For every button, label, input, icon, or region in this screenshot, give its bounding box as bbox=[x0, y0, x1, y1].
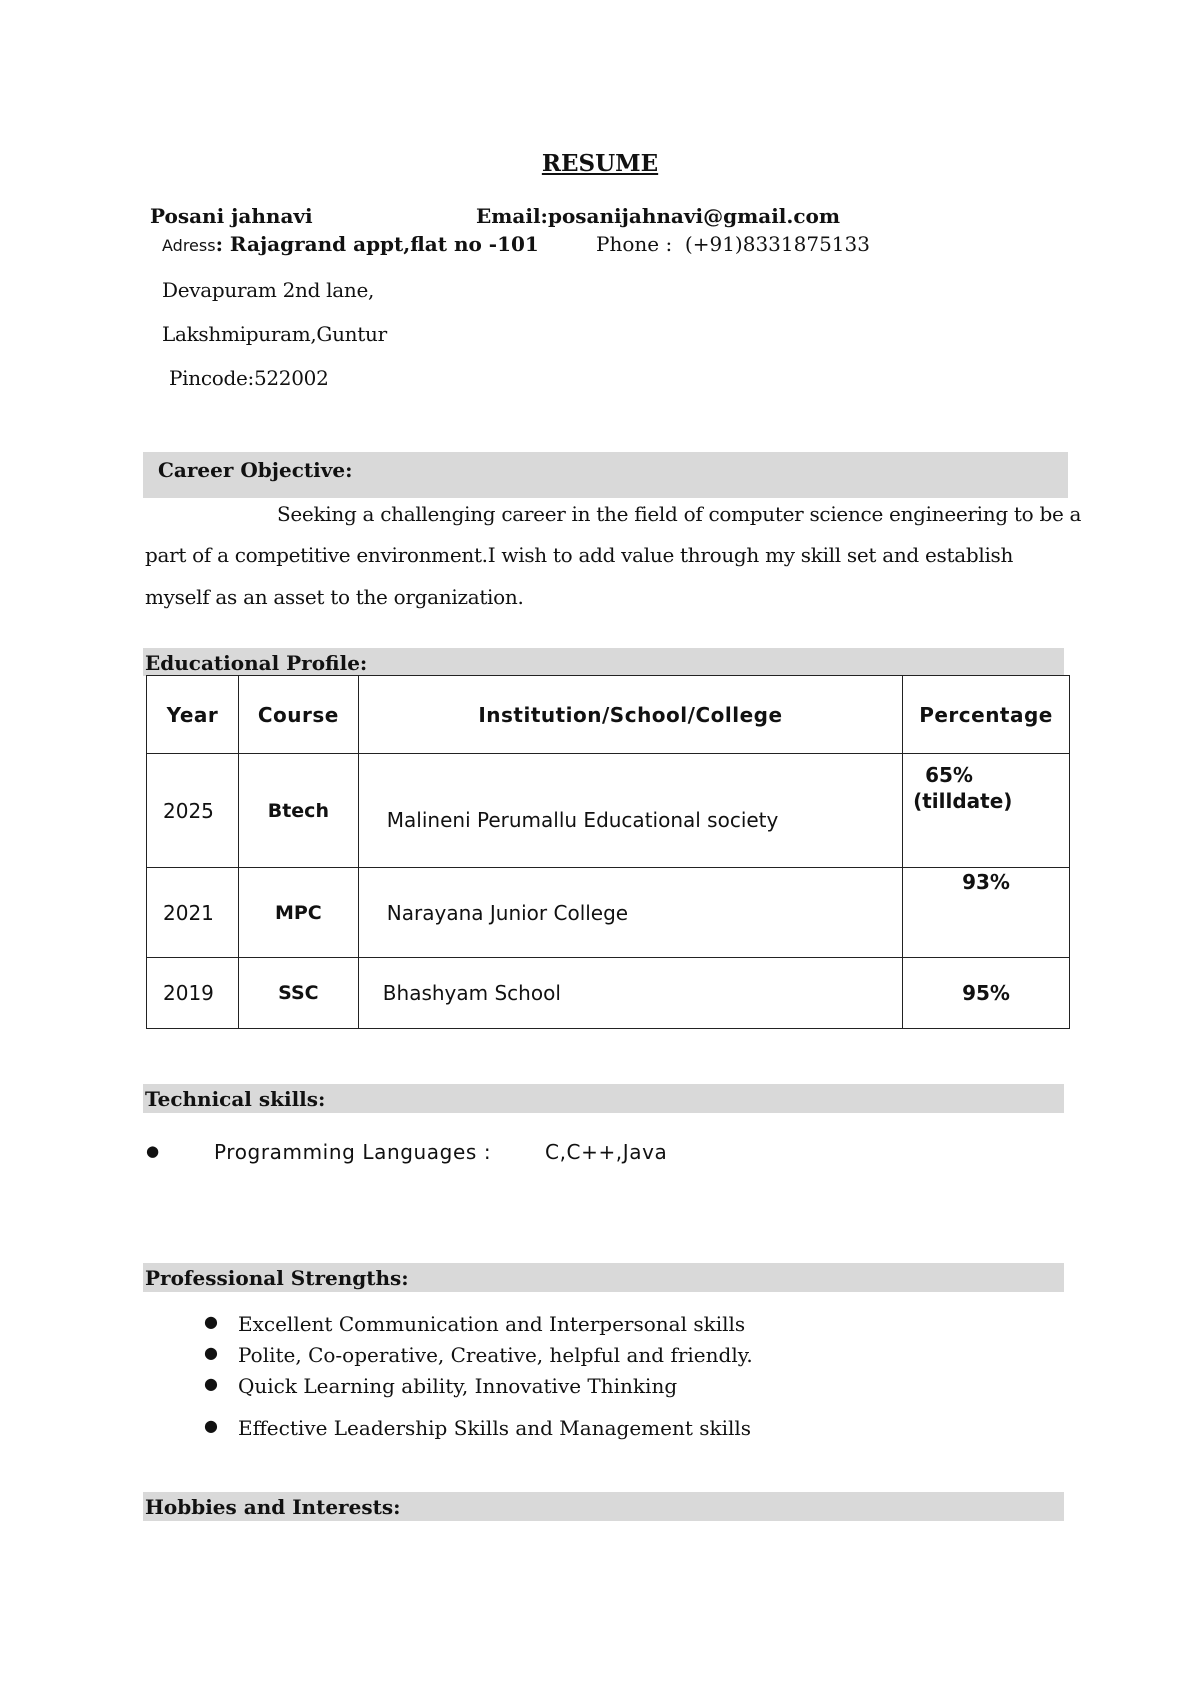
technical-skills-heading: Technical skills: bbox=[145, 1087, 326, 1111]
career-objective-line-3: myself as an asset to the organization. bbox=[145, 585, 524, 609]
address-line-3: Lakshmipuram,Guntur bbox=[162, 322, 387, 346]
cell-institution: Narayana Junior College bbox=[358, 868, 902, 958]
bullet-icon: ● bbox=[204, 1312, 218, 1331]
cell-percentage: 95% bbox=[903, 958, 1070, 1029]
skill-value: C,C++,Java bbox=[545, 1140, 668, 1164]
bullet-icon: ● bbox=[146, 1142, 160, 1160]
email-value[interactable]: posanijahnavi@gmail.com bbox=[547, 204, 841, 228]
address-label: Adress bbox=[162, 236, 216, 255]
email-label: Email: bbox=[476, 204, 548, 228]
pincode: Pincode:522002 bbox=[169, 366, 329, 390]
strength-text: Polite, Co-operative, Creative, helpful and friendly. bbox=[238, 1343, 753, 1367]
hobbies-heading: Hobbies and Interests: bbox=[145, 1495, 401, 1519]
cell-course: SSC bbox=[238, 958, 358, 1029]
table-header-row bbox=[147, 676, 1070, 754]
list-item bbox=[200, 1312, 753, 1343]
list-item bbox=[200, 1343, 753, 1374]
strength-text: Excellent Communication and Interpersonal skills bbox=[238, 1312, 746, 1336]
career-objective-line-2: part of a competitive environment.I wish to add value through my skill set and establish bbox=[145, 543, 1014, 567]
cell-year: 2025 bbox=[147, 754, 239, 868]
phone-row bbox=[596, 232, 870, 256]
bullet-icon: ● bbox=[204, 1374, 218, 1393]
column-header-institution: Institution/School/College bbox=[358, 676, 902, 754]
bullet-icon: ● bbox=[204, 1416, 218, 1435]
percentage-note: (tilldate) bbox=[913, 789, 1013, 813]
education-table bbox=[146, 675, 1070, 1029]
email-row bbox=[476, 204, 840, 228]
table-row bbox=[147, 868, 1070, 958]
education-heading: Educational Profile: bbox=[145, 651, 368, 675]
column-header-course: Course bbox=[238, 676, 358, 754]
column-header-year: Year bbox=[147, 676, 239, 754]
career-objective-line-1: Seeking a challenging career in the field of computer science engineering to be a bbox=[277, 502, 1082, 526]
professional-strengths-heading: Professional Strengths: bbox=[145, 1266, 409, 1290]
address-row bbox=[162, 232, 539, 256]
list-item bbox=[200, 1416, 753, 1447]
cell-year: 2019 bbox=[147, 958, 239, 1029]
cell-year: 2021 bbox=[147, 868, 239, 958]
cell-institution: Malineni Perumallu Educational society bbox=[358, 754, 902, 868]
phone-value: (+91)8331875133 bbox=[684, 232, 870, 256]
strength-text: Quick Learning ability, Innovative Thinking bbox=[238, 1374, 678, 1398]
column-header-percentage: Percentage bbox=[903, 676, 1070, 754]
cell-institution: Bhashyam School bbox=[358, 958, 902, 1029]
resume-title: RESUME bbox=[541, 150, 659, 177]
percentage-value: 65% bbox=[925, 763, 973, 787]
phone-label: Phone : bbox=[596, 232, 673, 256]
bullet-icon: ● bbox=[204, 1343, 218, 1362]
cell-course: Btech bbox=[238, 754, 358, 868]
table-row bbox=[147, 754, 1070, 868]
cell-percentage: 93% bbox=[903, 868, 1070, 958]
cell-percentage bbox=[903, 754, 1070, 868]
strengths-list bbox=[200, 1312, 753, 1447]
candidate-name: Posani jahnavi bbox=[150, 204, 313, 228]
strength-text: Effective Leadership Skills and Management skills bbox=[238, 1416, 752, 1440]
address-line-1: : Rajagrand appt,flat no -101 bbox=[215, 232, 539, 256]
career-objective-heading: Career Objective: bbox=[158, 458, 353, 482]
skill-label: Programming Languages : bbox=[214, 1140, 492, 1164]
list-item bbox=[200, 1374, 753, 1405]
address-line-2: Devapuram 2nd lane, bbox=[162, 278, 375, 302]
table-row bbox=[147, 958, 1070, 1029]
cell-course: MPC bbox=[238, 868, 358, 958]
